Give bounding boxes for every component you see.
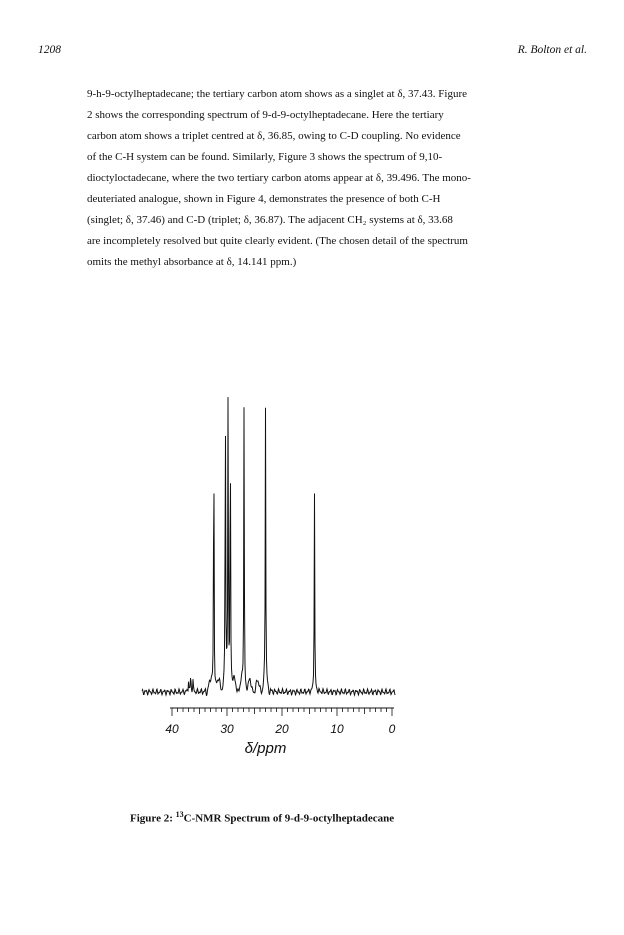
x-axis-ticks — [172, 708, 392, 716]
nmr-spectrum-figure — [130, 375, 420, 795]
body-line: 9-h-9-octylheptadecane; the tertiary carbon atom shows as a singlet at δ, 37.43. Figure — [87, 88, 467, 100]
x-axis-tick-label: 40 — [165, 722, 179, 736]
spectrum-trace — [142, 397, 395, 696]
body-line: (singlet; δ, 37.46) and C-D (triplet; δ, 36.87). The adjacent CH₂ systems at δ, 33.68 — [87, 214, 453, 226]
body-line: omits the methyl absorbance at δ, 14.141 ppm.) — [87, 256, 297, 268]
running-header-authors: R. Bolton et al. — [517, 44, 587, 56]
body-line: dioctyloctadecane, where the two tertiary carbon atoms appear at δ, 39.496. The mono- — [87, 172, 471, 184]
body-line: of the C-H system can be found. Similarly, Figure 3 shows the spectrum of 9,10- — [87, 151, 443, 163]
body-line: deuteriated analogue, shown in Figure 4, demonstrates the presence of both C-H — [87, 193, 441, 205]
x-axis-tick-label: 0 — [388, 722, 396, 736]
caption-isotope-superscript: 13 — [175, 810, 184, 819]
body-paragraph — [87, 84, 547, 273]
body-line: carbon atom shows a triplet centred at δ, 36.85, owing to C-D coupling. No evidence — [87, 130, 461, 142]
x-axis-tick-label: 20 — [275, 722, 289, 736]
x-axis-tick-labels — [165, 722, 395, 736]
caption-prefix: Figure 2: — [130, 812, 176, 825]
x-axis-tick-label: 10 — [330, 722, 344, 736]
x-axis-label: δ/ppm — [244, 740, 287, 757]
body-line: are incompletely resolved but quite clearly evident. (The chosen detail of the spectrum — [87, 235, 468, 247]
page-number: 1208 — [38, 44, 61, 56]
body-line: 2 shows the corresponding spectrum of 9-d-9-octylheptadecane. Here the tertiary — [87, 109, 444, 121]
caption-text: C-NMR Spectrum of 9-d-9-octylheptadecane — [183, 812, 395, 825]
x-axis-tick-label: 30 — [220, 722, 234, 736]
figure-caption — [130, 810, 394, 825]
